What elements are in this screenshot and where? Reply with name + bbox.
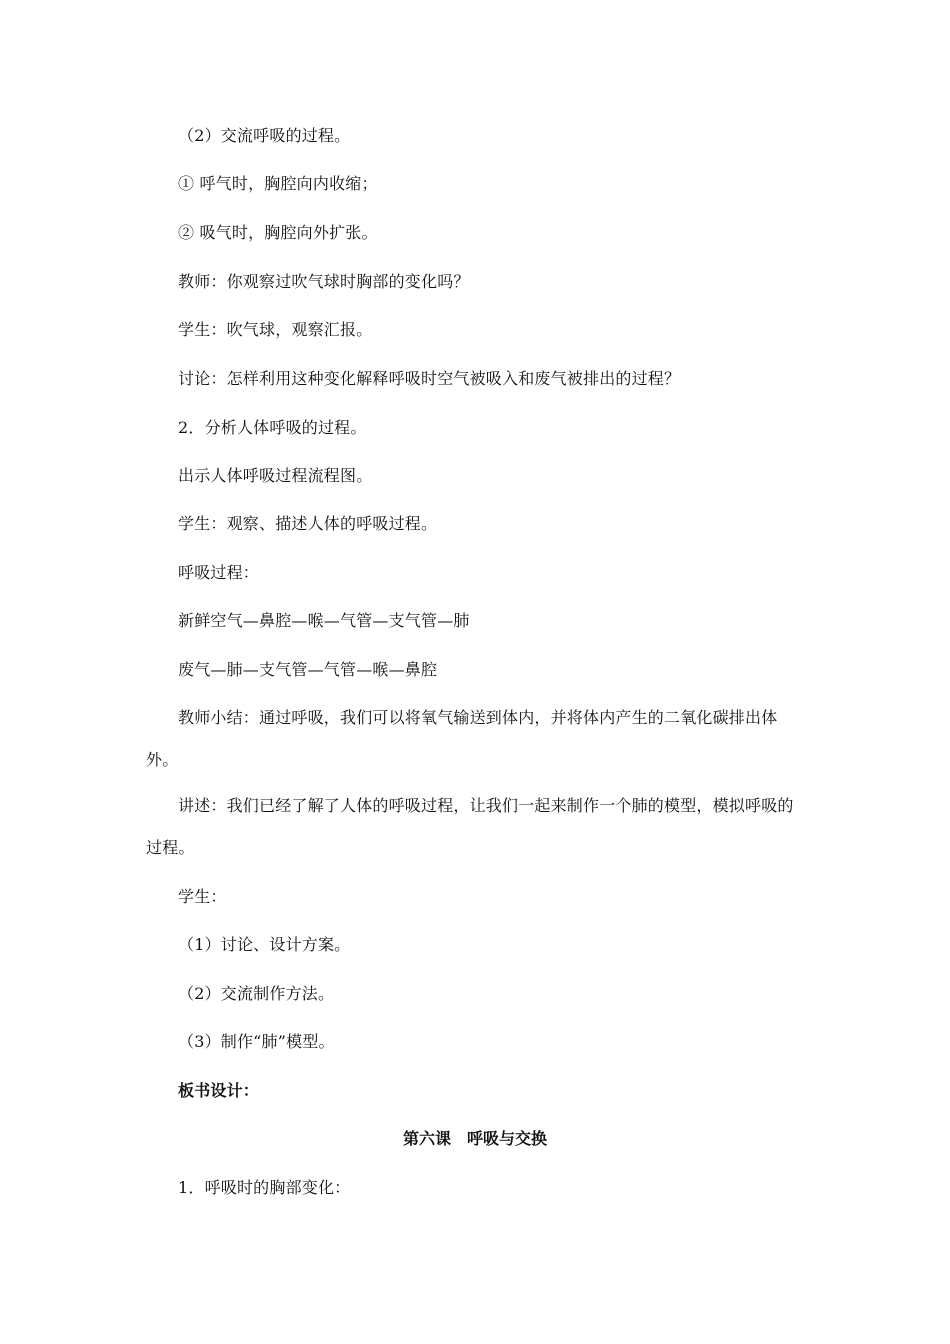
text-line-discussion: 讨论：怎样利用这种变化解释呼吸时空气被吸入和废气被排出的过程？: [178, 369, 681, 388]
text-line-exchange-method: （2）交流制作方法。: [178, 984, 335, 1003]
text-line-make-lung-model: （3）制作“肺”模型。: [178, 1032, 335, 1051]
board-title: 第六课 呼吸与交换: [402, 1129, 547, 1148]
text-line-analyze-breathing: 2．分析人体呼吸的过程。: [178, 418, 367, 437]
board-design-heading: 板书设计：: [178, 1081, 260, 1100]
text-line-exhale: ① 呼气时，胸腔向内收缩；: [178, 174, 378, 193]
text-line-teacher-question: 教师：你观察过吹气球时胸部的变化吗？: [178, 272, 470, 291]
board-item-chest-changes: 1．呼吸时的胸部变化：: [178, 1178, 351, 1197]
text-line-show-flowchart: 出示人体呼吸过程流程图。: [178, 466, 373, 485]
text-line-student-balloon: 学生：吹气球，观察汇报。: [178, 320, 373, 339]
text-line-breathing-process: 呼吸过程：: [178, 563, 260, 582]
paragraph-narration: 讲述：我们已经了解了人体的呼吸过程，让我们一起来制作一个肺的模型，模拟呼吸的过程。: [146, 796, 794, 857]
text-line-exchange-process: （2）交流呼吸的过程。: [178, 126, 351, 145]
text-line-exhaust-path: 废气—肺—支气管—气管—喉—鼻腔: [178, 660, 438, 679]
text-line-inhale: ② 吸气时，胸腔向外扩张。: [178, 223, 378, 242]
text-line-design-plan: （1）讨论、设计方案。: [178, 935, 351, 954]
paragraph-teacher-summary: 教师小结：通过呼吸，我们可以将氧气输送到体内，并将体内产生的二氧化碳排出体外。: [146, 708, 778, 769]
text-line-student: 学生：: [178, 887, 227, 906]
text-line-student-observe: 学生：观察、描述人体的呼吸过程。: [178, 514, 438, 533]
text-line-fresh-air-path: 新鲜空气—鼻腔—喉—气管—支气管—肺: [178, 611, 470, 630]
